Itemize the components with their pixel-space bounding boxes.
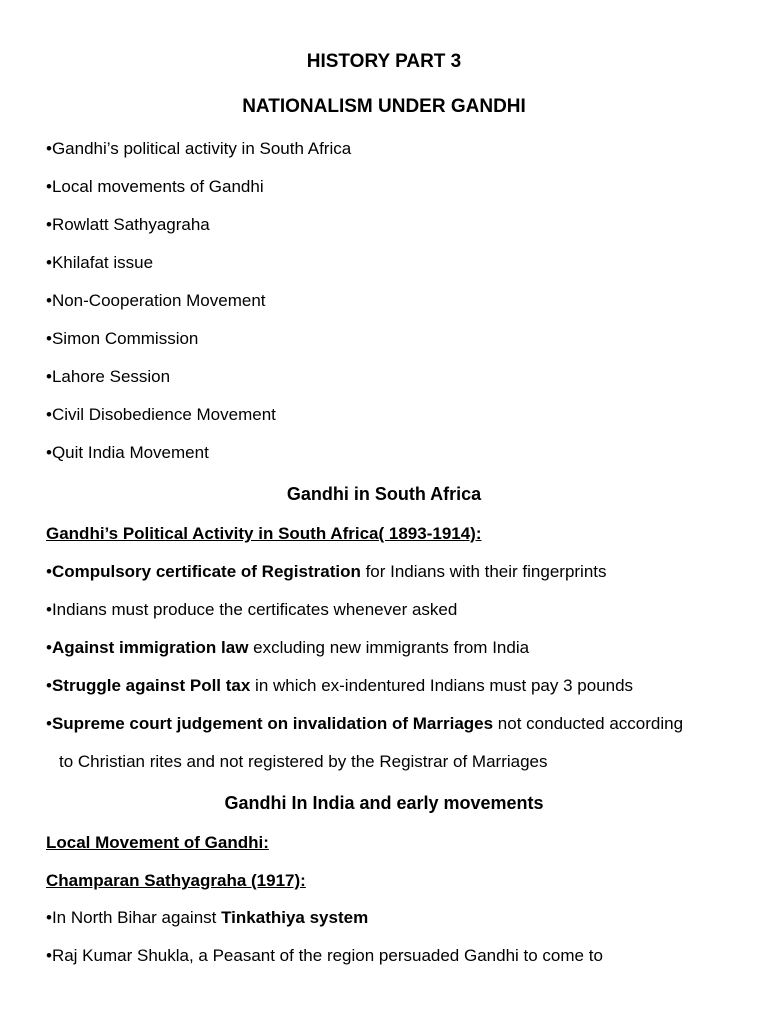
point-item: •In North Bihar against Tinkathiya system bbox=[46, 908, 369, 927]
point-item: •Against immigration law excluding new immigrants from India bbox=[46, 638, 530, 657]
topic-item: •Khilafat issue bbox=[46, 253, 154, 272]
topic-item: •Quit India Movement bbox=[46, 443, 209, 462]
topic-item: •Civil Disobedience Movement bbox=[46, 405, 276, 424]
point-continuation: to Christian rites and not registered by the Registrar of Marriages bbox=[59, 752, 548, 771]
point-item: •Raj Kumar Shukla, a Peasant of the region persuaded Gandhi to come to bbox=[46, 946, 603, 965]
document-title: HISTORY PART 3 bbox=[306, 51, 462, 72]
document-subtitle: NATIONALISM UNDER GANDHI bbox=[242, 96, 526, 117]
topic-item: •Rowlatt Sathyagraha bbox=[46, 215, 210, 234]
topic-item: •Gandhi’s political activity in South Africa bbox=[46, 139, 352, 158]
topic-item: •Simon Commission bbox=[46, 329, 199, 348]
topic-item: •Non-Cooperation Movement bbox=[46, 291, 266, 310]
section-heading: Gandhi in South Africa bbox=[286, 484, 482, 504]
point-item: •Supreme court judgement on invalidation of Marriages not conducted according bbox=[46, 714, 684, 733]
point-item: •Indians must produce the certificates whenever asked bbox=[46, 600, 458, 619]
topic-item: •Lahore Session bbox=[46, 367, 171, 386]
section-subheading: Gandhi’s Political Activity in South Africa( 1893-1914): bbox=[46, 524, 482, 543]
point-item: •Compulsory certificate of Registration for Indians with their fingerprints bbox=[46, 562, 607, 581]
topic-item: •Local movements of Gandhi bbox=[46, 177, 264, 196]
section-heading: Gandhi In India and early movements bbox=[224, 793, 544, 813]
point-item: •Struggle against Poll tax in which ex-indentured Indians must pay 3 pounds bbox=[46, 676, 634, 695]
section-subheading: Champaran Sathyagraha (1917): bbox=[46, 871, 306, 890]
section-subheading: Local Movement of Gandhi: bbox=[46, 833, 269, 852]
